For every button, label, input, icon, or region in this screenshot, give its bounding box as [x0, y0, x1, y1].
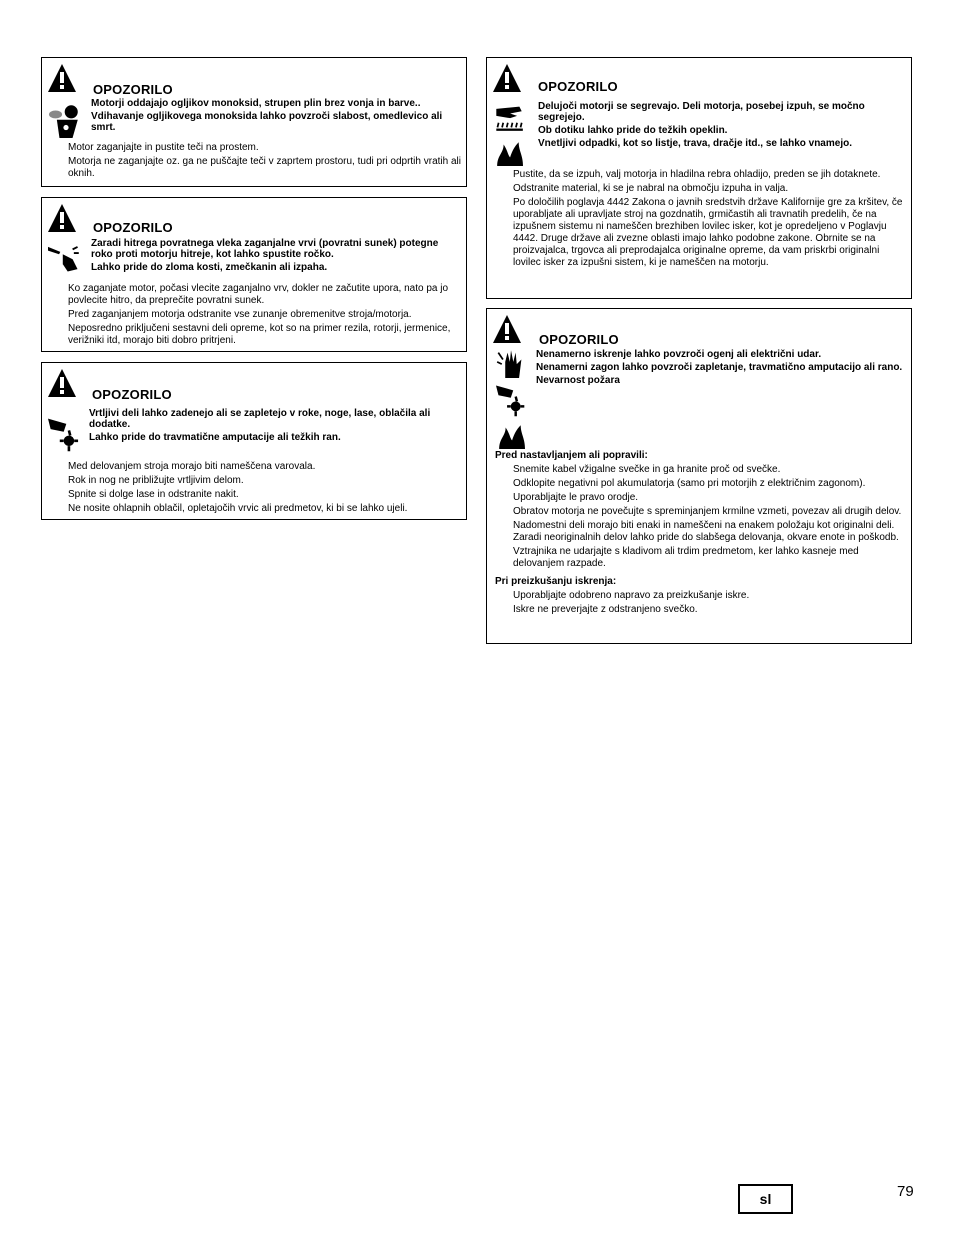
instruction-text — [495, 450, 907, 618]
warning-title: OPOZORILO — [93, 220, 173, 235]
warning-triangle-icon — [492, 314, 522, 344]
instruction-line: Obratov motorja ne povečujte s spreminjanjem krmilne vzmeti, povezav ali drugih delov. — [513, 506, 902, 517]
hot-surface-hand-icon — [492, 102, 526, 132]
instruction-line: Odklopite negativni pol akumulatorja (samo pri motorjih z električnim zagonom). — [513, 478, 866, 489]
instruction-line: Pred zaganjanjem motorja odstranite vse zunanje obremenitve stroja/motorja. — [68, 309, 412, 320]
instruction-line: Motor zaganjajte in pustite teči na prostem. — [68, 142, 259, 153]
warning-box-kickback — [41, 197, 467, 352]
instruction-line: Spnite si dolge lase in odstranite nakit. — [68, 489, 239, 500]
instruction-line: Iskre ne preverjajte z odstranjeno svečko. — [513, 604, 698, 615]
warning-triangle-icon — [47, 368, 77, 398]
instruction-line: Ko zaganjate motor, počasi vlecite zaganjalno vrv, dokler ne začutite upora, nato pa jo povlecite hitro, da preprečite povratni sunek. — [68, 283, 449, 306]
rotating-blade-hand-icon — [48, 413, 82, 453]
instruction-line: Nadomestni deli morajo biti enaki in nameščeni na enakem položaju kot originalni deli. Zaradi neoriginalnih delov lahko pride do slabšega delovanja, okvare enote in poškodb. — [513, 520, 899, 543]
warning-triangle-icon — [47, 203, 77, 233]
instruction-line: Ne nosite ohlapnih oblačil, opletajočih vrvic ali predmetov, ki bi se lahko ujeli. — [68, 503, 408, 514]
warning-title: OPOZORILO — [93, 82, 173, 97]
hazard-text — [89, 408, 461, 445]
instruction-line: Med delovanjem stroja morajo biti nameščena varovala. — [68, 461, 316, 472]
instruction-line: Motorja ne zaganjajte oz. ga ne puščajte teči v zaprtem prostoru, tudi pri odprtih vratih ali oknih. — [68, 156, 461, 179]
instruction-line: Vztrajnika ne udarjajte s kladivom ali trdim predmetom, ker lahko kasneje med delovanjem razpade. — [513, 546, 859, 569]
warning-box-rotating-parts — [41, 362, 467, 520]
hazard-line: Vdihavanje ogljikovega monoksida lahko povzroči slabost, omedlevico ali smrt. — [91, 111, 443, 133]
hazard-line: Vrtljivi deli lahko zadenejo ali se zapletejo v roke, noge, lase, oblačila ali dodatke. — [89, 408, 431, 430]
instruction-line: Pustite, da se izpuh, valj motorja in hladilna rebra ohladijo, preden se jih dotaknete. — [513, 169, 881, 180]
warning-box-spark — [486, 308, 912, 644]
instruction-line: Odstranite material, ki se je nabral na območju izpuha in valja. — [513, 183, 789, 194]
hazard-text — [536, 349, 906, 388]
hazard-line: Nevarnost požara — [536, 375, 620, 386]
hazard-text — [91, 238, 461, 275]
warning-box-carbon-monoxide — [41, 57, 467, 187]
fire-icon — [496, 421, 526, 449]
section-heading: Pri preizkušanju iskrenja: — [495, 576, 617, 587]
warning-triangle-icon — [47, 63, 77, 93]
instruction-text — [68, 461, 462, 517]
hazard-line: Lahko pride do zloma kosti, zmečkanin ali izpaha. — [91, 262, 328, 273]
hazard-text — [538, 101, 906, 151]
instruction-text — [68, 283, 462, 349]
instruction-line: Po določilih poglavja 4442 Zakona o javnih sredstvih države Kalifornije gre za kršitev, če uporabljate ali upravljate stroj na gozdnatih, grmičastih ali travnatih predelih, če na izpušnem sistemu ni nameščen brezhiben lovilec isker, kot je opredeljeno v Poglavju 4442. Druge države ali zvezne oblasti imajo lahko podobne zakone. Obrnite se na proizvajalca, trgovca ali preprodajalca originalne opreme, da vam priskrbi originalni lovilec isker za izpušni sistem, ki je nameščen na motorju. — [513, 197, 903, 268]
instruction-line: Snemite kabel vžigalne svečke in ga hranite proč od svečke. — [513, 464, 781, 475]
hazard-line: Nenamerno iskrenje lahko povzroči ogenj ali električni udar. — [536, 349, 822, 360]
instruction-text — [513, 169, 907, 271]
hazard-line: Lahko pride do travmatične amputacije ali težkih ran. — [89, 432, 341, 443]
warning-title: OPOZORILO — [538, 79, 618, 94]
instruction-line: Rok in nog ne približujte vrtljivim delom. — [68, 475, 244, 486]
instruction-line: Uporabljajte le pravo orodje. — [513, 492, 639, 503]
kickback-hand-icon — [44, 242, 84, 274]
warning-title: OPOZORILO — [92, 387, 172, 402]
hazard-line: Zaradi hitrega povratnega vleka zaganjalne vrvi (povratni sunek) potegne roko proti motorju hitreje, kot lahko spustite ročko. — [91, 238, 439, 260]
hazard-line: Nenamerni zagon lahko povzroči zapletanje, travmatično amputacijo ali rano. — [536, 362, 903, 373]
warning-box-hot-surfaces — [486, 57, 912, 299]
entanglement-icon — [496, 381, 528, 417]
hazard-line: Motorji oddajajo ogljikov monoksid, strupen plin brez vonja in barve.. — [91, 98, 421, 109]
warning-title: OPOZORILO — [539, 332, 619, 347]
hazard-line: Delujoči motorji se segrevajo. Deli motorja, posebej izpuh, se močno segrejejo. — [538, 101, 865, 123]
instruction-line: Neposredno priključeni sestavni deli opreme, kot so na primer rezila, rotorji, jermenice, verižniki itd, morajo biti dobro pritrjeni. — [68, 323, 451, 346]
instruction-text — [68, 142, 462, 182]
warning-triangle-icon — [492, 63, 522, 93]
hazard-line: Vnetljivi odpadki, kot so listje, trava, dračje itd., se lahko vnamejo. — [538, 138, 852, 149]
instruction-line: Uporabljajte odobreno napravo za preizkušanje iskre. — [513, 590, 750, 601]
hazard-line: Ob dotiku lahko pride do težkih opeklin. — [538, 125, 728, 136]
language-tab: sl — [738, 1184, 793, 1214]
fire-icon — [494, 138, 524, 166]
page-number: 79 — [897, 1183, 914, 1200]
hazard-text — [91, 98, 461, 135]
toxic-gas-icon — [46, 104, 86, 138]
electric-shock-hand-icon — [496, 347, 526, 379]
section-heading: Pred nastavljanjem ali popravili: — [495, 450, 648, 461]
